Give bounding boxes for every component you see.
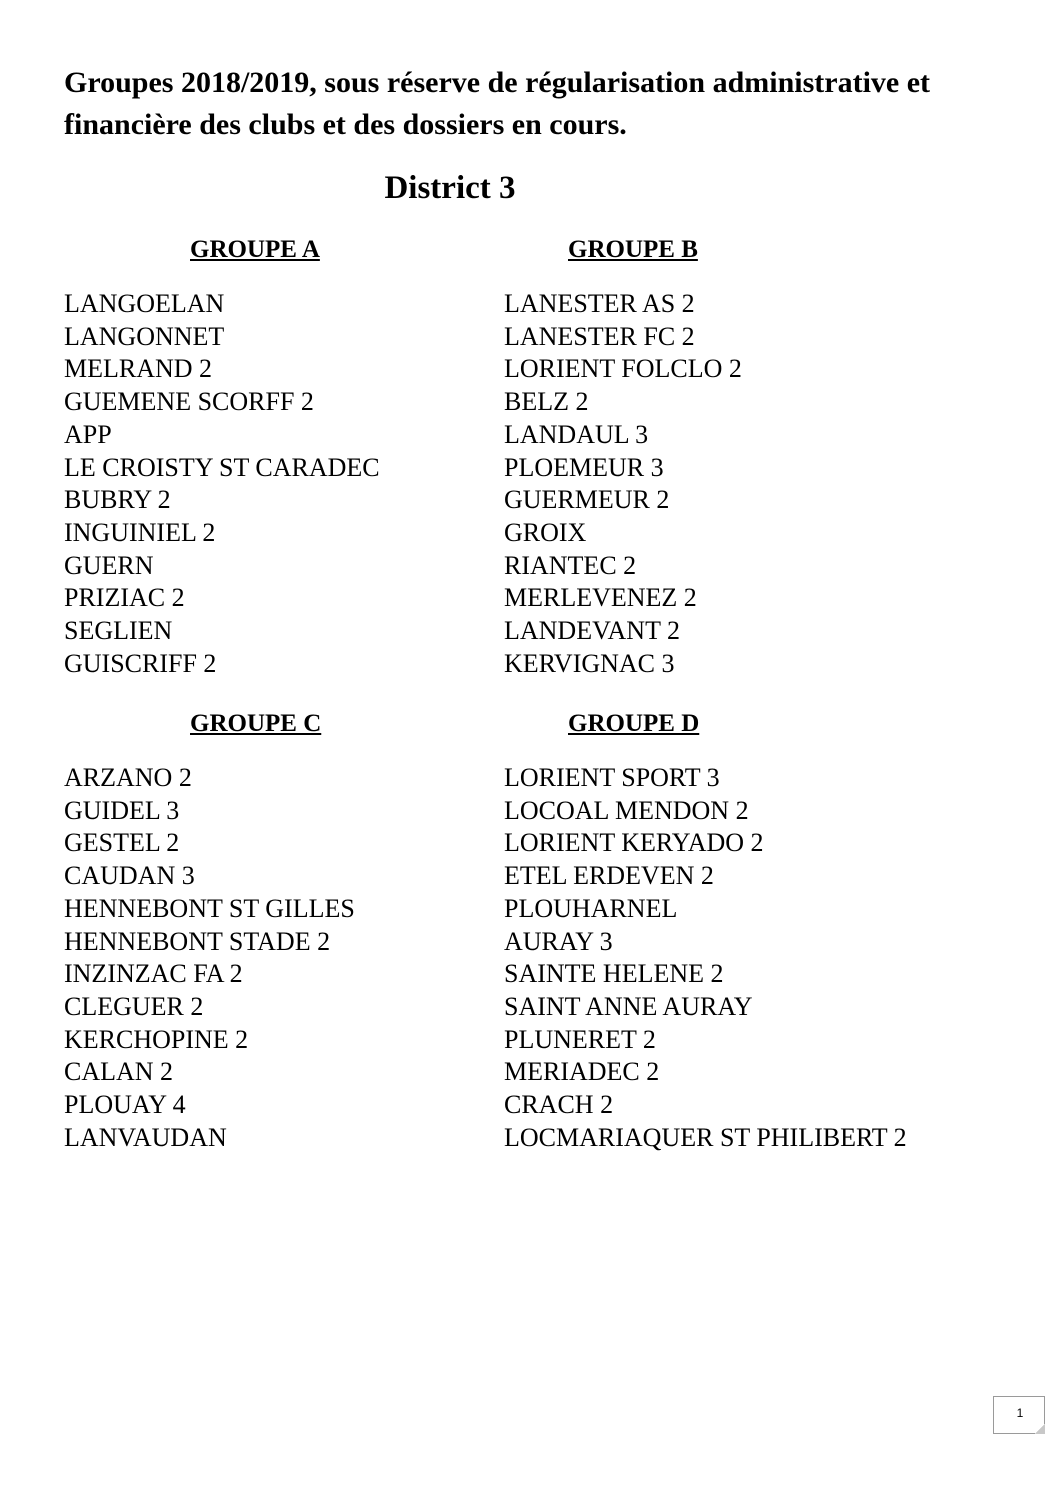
team-item: LOCOAL MENDON 2 — [504, 795, 749, 825]
team-item: INZINZAC FA 2 — [64, 959, 243, 989]
page-number-box — [993, 1396, 1045, 1434]
team-item: GUISCRIFF 2 — [64, 648, 217, 678]
team-item: PLUNERET 2 — [504, 1024, 656, 1054]
team-item: PRIZIAC 2 — [64, 583, 185, 613]
team-item: HENNEBONT STADE 2 — [64, 926, 331, 956]
team-item: LANDAUL 3 — [504, 419, 649, 449]
team-item: MELRAND 2 — [64, 354, 213, 384]
team-list — [504, 288, 974, 680]
team-item: SAINTE HELENE 2 — [504, 959, 724, 989]
document-intro: Groupes 2018/2019, sous réserve de régularisation administrative et financière des clubs et des dossiers en cours. — [64, 66, 931, 141]
group-title: GROUPE A — [190, 236, 320, 263]
page-number: 1 — [1016, 1406, 1024, 1420]
team-item: LANESTER FC 2 — [504, 321, 695, 351]
team-item: INGUINIEL 2 — [64, 517, 216, 547]
team-item: CAUDAN 3 — [64, 861, 195, 891]
team-item: KERVIGNAC 3 — [504, 648, 675, 678]
team-item: KERCHOPINE 2 — [64, 1024, 249, 1054]
team-item: GUIDEL 3 — [64, 795, 180, 825]
group-title: GROUPE B — [568, 236, 698, 263]
team-item: LANDEVANT 2 — [504, 616, 680, 646]
team-item: GUERMEUR 2 — [504, 485, 670, 515]
team-item: ARZANO 2 — [64, 763, 192, 792]
team-item: LOCMARIAQUER ST PHILIBERT 2 — [504, 1122, 907, 1152]
team-item: APP — [64, 419, 112, 449]
team-item: MERLEVENEZ 2 — [504, 583, 697, 613]
team-item: LORIENT FOLCLO 2 — [504, 354, 742, 384]
team-item: GESTEL 2 — [64, 828, 180, 858]
team-item: BUBRY 2 — [64, 485, 171, 515]
group-a — [64, 234, 534, 680]
team-item: LANVAUDAN — [64, 1122, 227, 1152]
team-item: PLOUAY 4 — [64, 1090, 186, 1120]
team-item: SEGLIEN — [64, 616, 173, 646]
team-list — [504, 762, 974, 1154]
team-item: RIANTEC 2 — [504, 550, 637, 580]
team-item: SAINT ANNE AURAY — [504, 991, 753, 1021]
team-item: LORIENT KERYADO 2 — [504, 828, 764, 858]
team-item: LANGOELAN — [64, 289, 225, 318]
team-item: PLOUHARNEL — [504, 893, 678, 923]
team-item: ETEL ERDEVEN 2 — [504, 861, 714, 891]
district-title: District 3 — [384, 170, 516, 206]
group-b — [504, 234, 974, 680]
team-item: CLEGUER 2 — [64, 991, 204, 1021]
team-item: LORIENT SPORT 3 — [504, 763, 720, 792]
team-item: PLOEMEUR 3 — [504, 452, 664, 482]
team-item: BELZ 2 — [504, 387, 589, 417]
team-item: GUERN — [64, 550, 154, 580]
team-item: CRACH 2 — [504, 1090, 614, 1120]
team-item: LANESTER AS 2 — [504, 289, 695, 318]
group-d — [504, 708, 974, 1154]
team-list — [64, 288, 534, 680]
team-item: AURAY 3 — [504, 926, 613, 956]
team-item: MERIADEC 2 — [504, 1057, 660, 1087]
team-item: CALAN 2 — [64, 1057, 174, 1087]
team-item: LE CROISTY ST CARADEC — [64, 452, 380, 482]
group-title: GROUPE C — [190, 710, 322, 737]
team-item: GUEMENE SCORFF 2 — [64, 387, 314, 417]
team-item: GROIX — [504, 517, 587, 547]
team-item: HENNEBONT ST GILLES — [64, 893, 355, 923]
team-item: LANGONNET — [64, 321, 225, 351]
team-list — [64, 762, 534, 1154]
group-title: GROUPE D — [568, 710, 700, 737]
group-c — [64, 708, 534, 1154]
